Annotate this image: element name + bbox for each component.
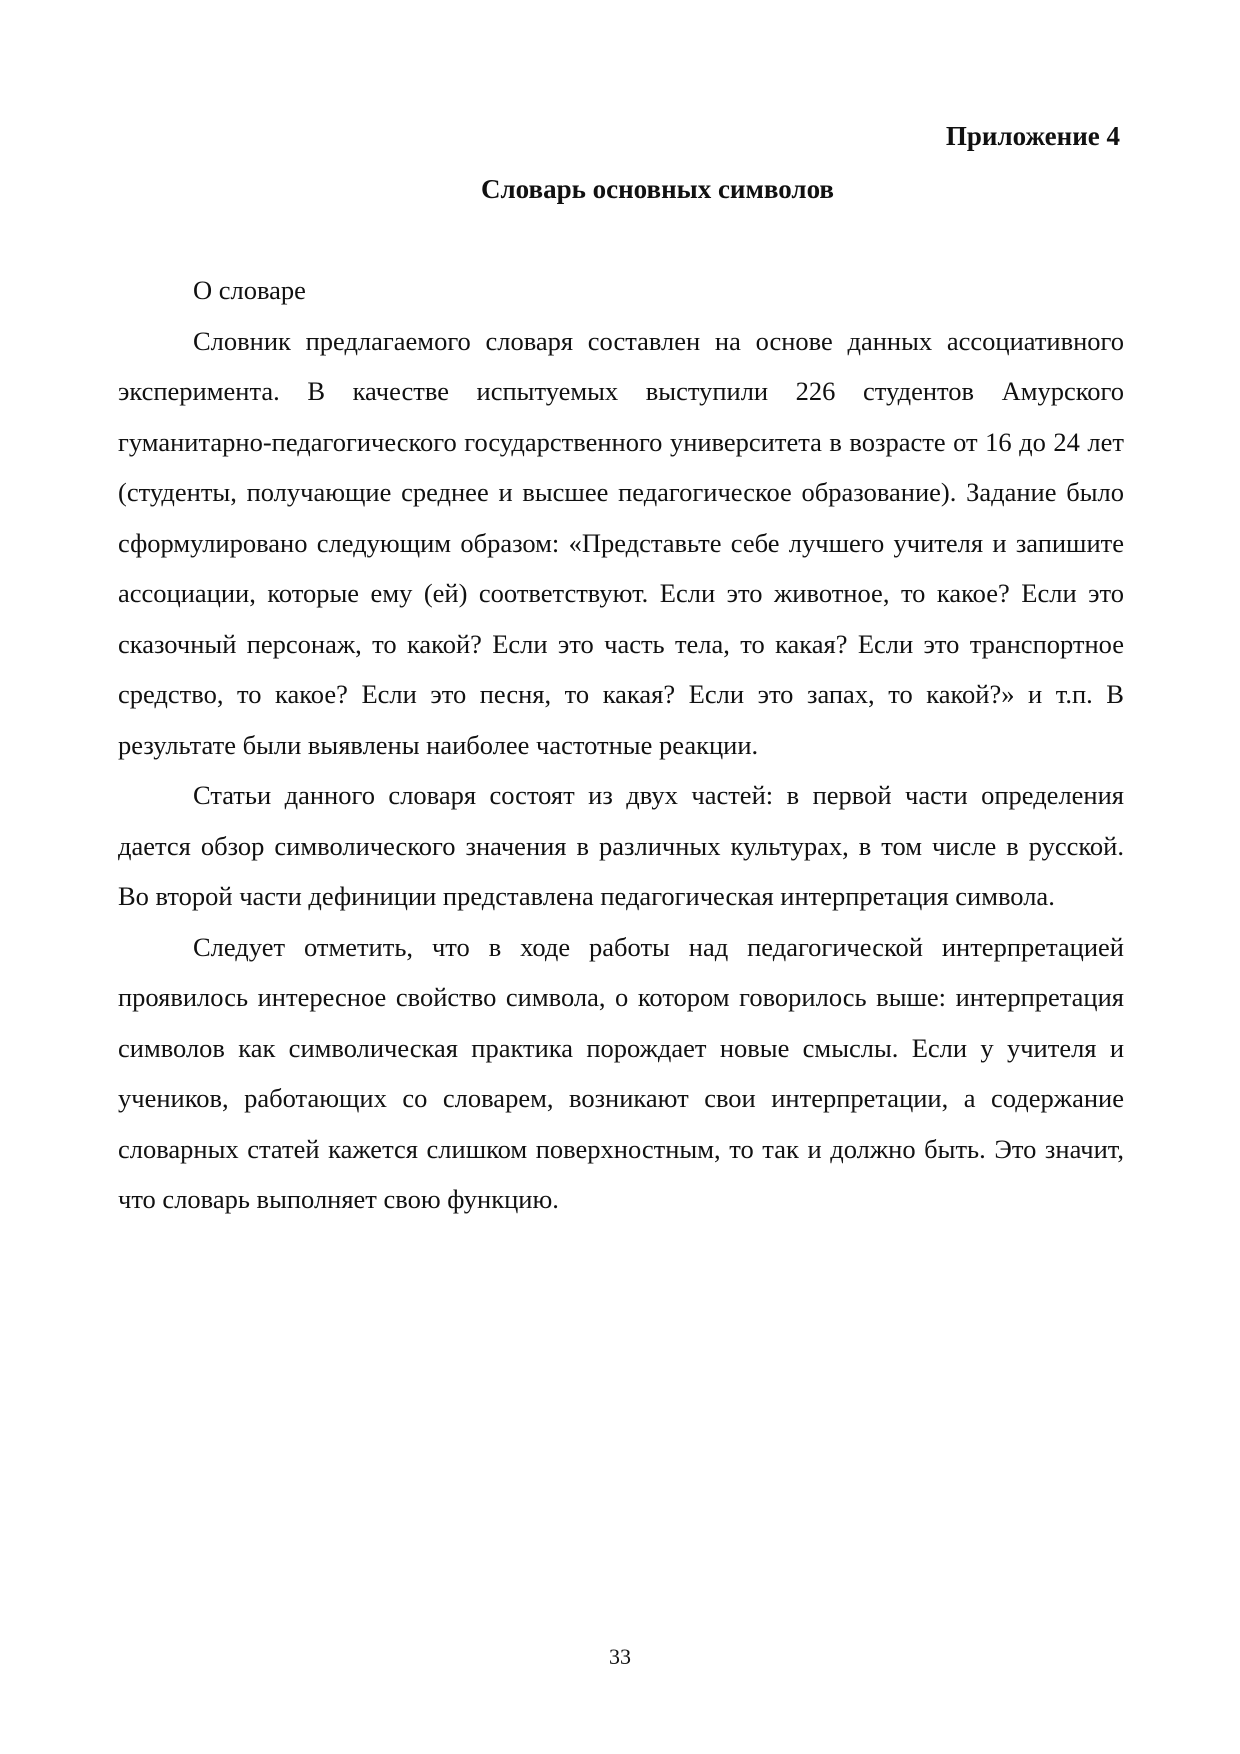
section-heading: О словаре — [193, 275, 306, 305]
paragraph-1: Словник предлагаемого словаря составлен на основе данных ассоциативного эксперимента. В качестве испытуемых выступили 226 студентов Амурского гуманитарно-педагогического государственного университета в возрасте от 16 до 24 лет (студенты, получающие среднее и высшее педагогическое образование). Задание было сформулировано следующим образом: «Представьте себе лучшего учителя и запишите ассоциации, которые ему (ей) соответствуют. Если это животное, то какое? Если это сказочный персонаж, то какой? Если это часть тела, то какая? Если это транспортное средство, то какое? Если это песня, то какая? Если это запах, то какой?» и т.п. В результате были выявлены наиболее частотные реакции. — [118, 325, 1124, 760]
paragraph-3: Следует отметить, что в ходе работы над педагогической интерпретацией проявилось интересное свойство символа, о котором говорилось выше: интерпретация символов как символическая практика порождает новые смыслы. Если у учителя и учеников, работающих со словарем, возникают свои интерпретации, а содержание словарных статей кажется слишком поверхностным, то так и должно быть. Это значит, что словарь выполняет свою функцию. — [118, 931, 1124, 1214]
document-title: Словарь основных символов — [481, 174, 834, 204]
paragraph-2: Статьи данного словаря состоят из двух частей: в первой части определения дается обзор символического значения в различных культурах, в том числе в русской. Во второй части дефиниции представлена педагогическая интерпретация символа. — [118, 780, 1124, 911]
appendix-label: Приложение 4 — [945, 121, 1120, 151]
body-text — [118, 265, 1124, 1225]
page-number: 33 — [609, 1644, 631, 1669]
